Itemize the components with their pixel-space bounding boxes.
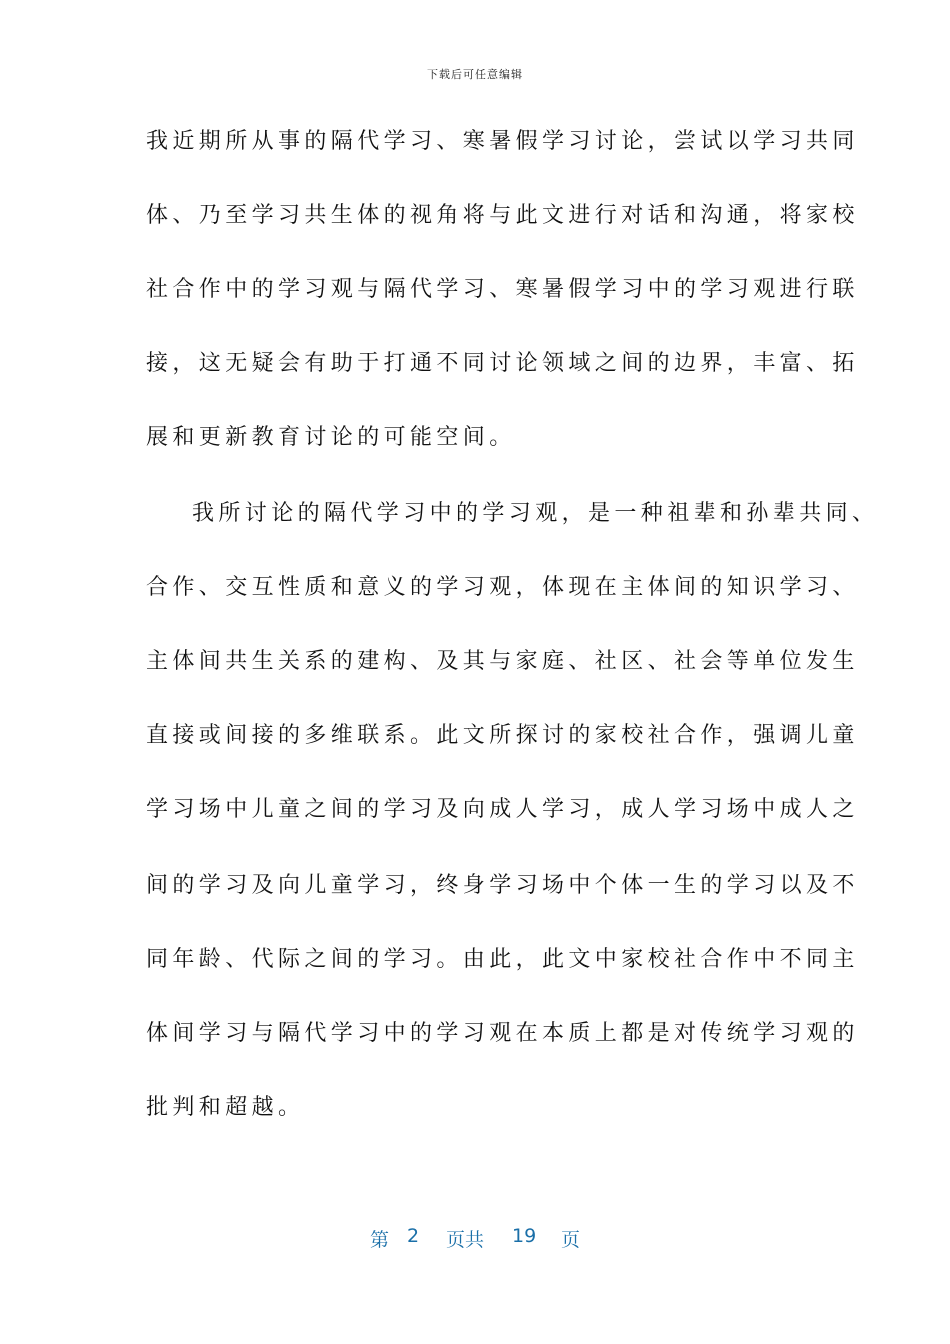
text-line: 合作、交互性质和意义的学习观，体现在主体间的知识学习、 xyxy=(146,575,859,600)
text-line: 体、乃至学习共生体的视角将与此文进行对话和沟通，将家校 xyxy=(146,203,859,228)
text-line: 我近期所从事的隔代学习、寒暑假学习讨论，尝试以学习共同 xyxy=(146,129,859,154)
text-line: 体间学习与隔代学习中的学习观在本质上都是对传统学习观的 xyxy=(146,1021,859,1046)
text-line: 直接或间接的多维联系。此文所探讨的家校社合作，强调儿童 xyxy=(146,723,859,748)
text-line: 展和更新教育讨论的可能空间。 xyxy=(146,425,516,450)
text-line: 接，这无疑会有助于打通不同讨论领域之间的边界，丰富、拓 xyxy=(146,351,859,376)
text-line: 社合作中的学习观与隔代学习、寒暑假学习中的学习观进行联 xyxy=(146,277,859,302)
text-line: 学习场中儿童之间的学习及向成人学习，成人学习场中成人之 xyxy=(146,797,859,822)
text-line: 主体间共生关系的建构、及其与家庭、社区、社会等单位发生 xyxy=(146,649,859,674)
footer-suffix: 页 xyxy=(561,1229,581,1251)
text-line: 批判和超越。 xyxy=(146,1095,305,1120)
text-line: 间的学习及向儿童学习，终身学习场中个体一生的学习以及不 xyxy=(146,873,859,898)
text-line: 同年龄、代际之间的学习。由此，此文中家校社合作中不同主 xyxy=(146,947,859,972)
footer-current-page: 2 xyxy=(407,1225,420,1247)
text-line-indented: 我所讨论的隔代学习中的学习观，是一种祖辈和孙辈共同、 xyxy=(192,501,879,526)
footer-prefix: 第 xyxy=(370,1229,390,1251)
footer-middle: 页共 xyxy=(446,1229,485,1251)
footer-total-pages: 19 xyxy=(512,1225,537,1247)
page-header: 下载后可任意编辑 xyxy=(427,68,523,81)
